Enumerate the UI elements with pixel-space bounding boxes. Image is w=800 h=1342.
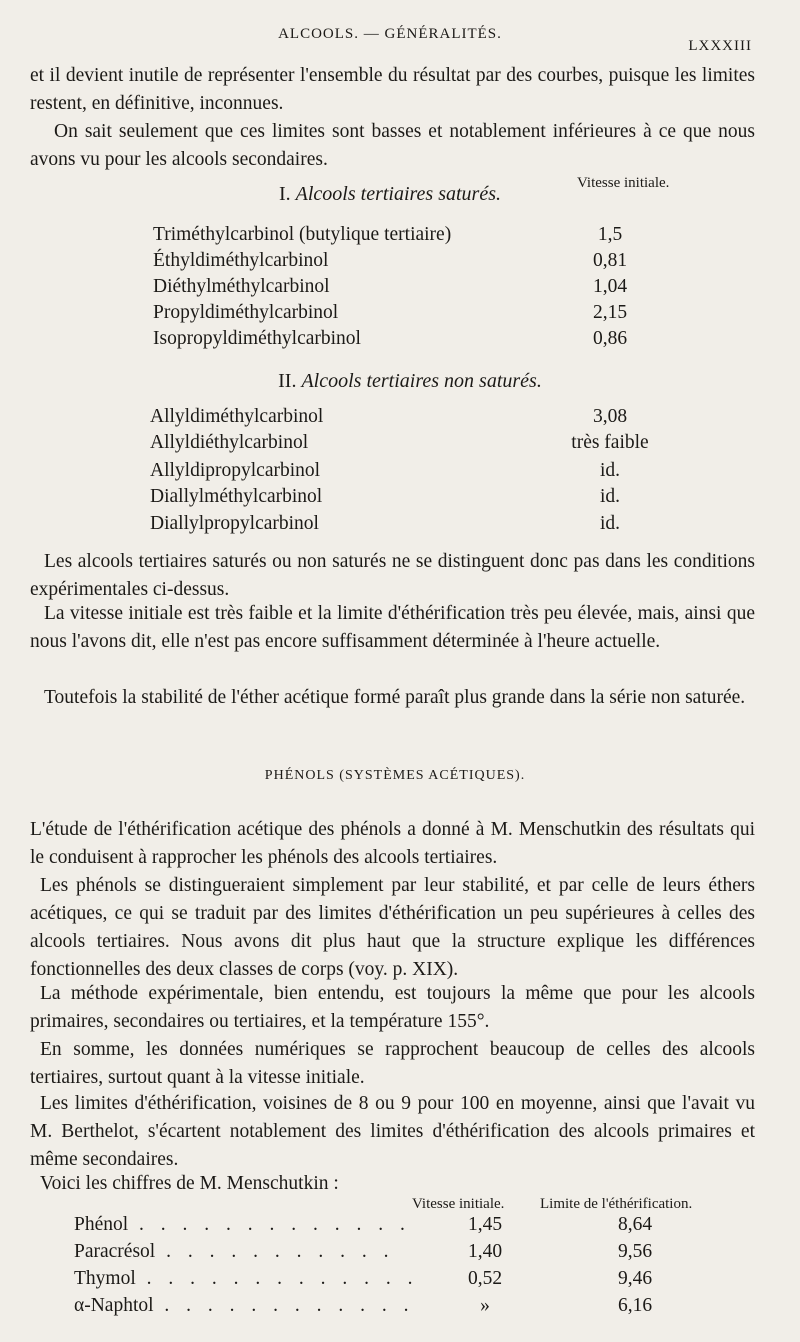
running-header: ALCOOLS. — GÉNÉRALITÉS. [278,26,502,42]
paragraph: En somme, les données numériques se rapprochent beaucoup de celles des alcools tertiaires, surtout quant à la vitesse initiale. [30,1039,755,1088]
section-title: Alcools tertiaires saturés. [295,183,502,205]
vitesse-value: 1,40 [467,1241,503,1262]
paragraph: Voici les chiffres de M. Menschutkin : [40,1173,339,1194]
paragraph: Toutefois la stabilité de l'éther acétique formé paraît plus grande dans la série non saturée. [44,687,746,708]
row-name: Diallylpropylcarbinol [150,513,319,534]
row-name: Thymol [74,1268,136,1289]
section-heading [0,183,780,206]
section-number: I. [278,183,291,205]
dot-leader: . . . . . . . . . . . . . [128,1214,411,1235]
limite-value: 8,64 [617,1214,653,1235]
row-value: id. [599,460,621,481]
row-name: Triméthylcarbinol (butylique tertiaire) [153,224,452,245]
paragraph: et il devient inutile de représenter l'ensemble du résultat par des courbes, puisque les limites restent, en définitive, inconnues. [30,65,755,114]
row-name: Allyldiméthylcarbinol [150,406,324,427]
limite-value: 6,16 [617,1295,653,1316]
section-title: Alcools tertiaires non saturés. [301,370,542,392]
vitesse-value: 1,45 [467,1214,503,1235]
paragraph: Les limites d'éthérification, voisines de 8 ou 9 pour 100 en moyenne, ainsi que l'avait vu M. Berthelot, s'écartent notablement des limites d'éthérification des alcools primaires et même secondaires. [30,1093,755,1170]
row-value: 1,5 [597,224,623,245]
row-value: très faible [571,432,649,453]
row-name: Diéthylméthylcarbinol [153,276,330,297]
limite-value: 9,56 [617,1241,653,1262]
limite-value: 9,46 [617,1268,653,1289]
row-name: α-Naphtol [74,1295,154,1316]
paragraph: L'étude de l'éthérification acétique des phénols a donné à M. Menschutkin des résultats qui le conduisent à rapprocher les phénols des alcools tertiaires. [30,819,755,868]
page-number: LXXXIII [688,38,752,54]
row-value: 1,04 [592,276,628,297]
dot-leader: . . . . . . . . . . . . [153,1295,415,1316]
vitesse-value: » [480,1295,490,1316]
row-name: Phénol [74,1214,129,1235]
paragraph: Les phénols se distingueraient simplement par leur stabilité, et par celle de leurs éthers acétiques, ce qui se traduit par des limites d'éthérification un peu supérieures à celles des alcools tertiaires. Nous avons dit plus haut que la structure explique les différences fonctionnelles des deux classes de corps (voy. p. XIX). [30,875,755,980]
section-heading [20,370,800,393]
row-value: id. [599,486,621,507]
paragraph: La méthode expérimentale, bien entendu, est toujours la même que pour les alcools primaires, secondaires ou tertiaires, et la température 155°. [30,983,755,1032]
section-heading: PHÉNOLS (SYSTÈMES ACÉTIQUES). [264,768,526,783]
row-value: 2,15 [592,302,628,323]
paragraph: La vitesse initiale est très faible et la limite d'éthérification très peu élevée, mais, ainsi que nous l'avons dit, elle n'est pas encore suffisamment déterminée à l'heure actuelle. [30,603,755,652]
row-name: Éthyldiméthylcarbinol [153,250,329,271]
row-name: Paracrésol [74,1241,156,1262]
row-value: 3,08 [592,406,628,427]
row-value: id. [599,513,621,534]
paragraph: On sait seulement que ces limites sont basses et notablement inférieures à ce que nous avons vu pour les alcools secondaires. [30,121,755,170]
row-value: 0,86 [592,328,628,349]
section-number: II. [278,370,297,392]
dot-leader: . . . . . . . . . . . [155,1241,395,1262]
column-header: Vitesse initiale. [577,175,670,191]
row-name: Isopropyldiméthylcarbinol [153,328,361,349]
vitesse-value: 0,52 [467,1268,503,1289]
row-name: Allyldipropylcarbinol [150,460,321,481]
column-header: Limite de l'éthérification. [540,1196,693,1212]
row-name: Propyldiméthylcarbinol [153,302,339,323]
row-name: Diallylméthylcarbinol [150,486,323,507]
row-value: 0,81 [592,250,628,271]
row-name: Allyldiéthylcarbinol [150,432,309,453]
column-header: Vitesse initiale. [412,1196,505,1212]
dot-leader: . . . . . . . . . . . . . [135,1268,419,1289]
paragraph: Les alcools tertiaires saturés ou non saturés ne se distinguent donc pas dans les conditions expérimentales ci-dessus. [30,551,755,600]
